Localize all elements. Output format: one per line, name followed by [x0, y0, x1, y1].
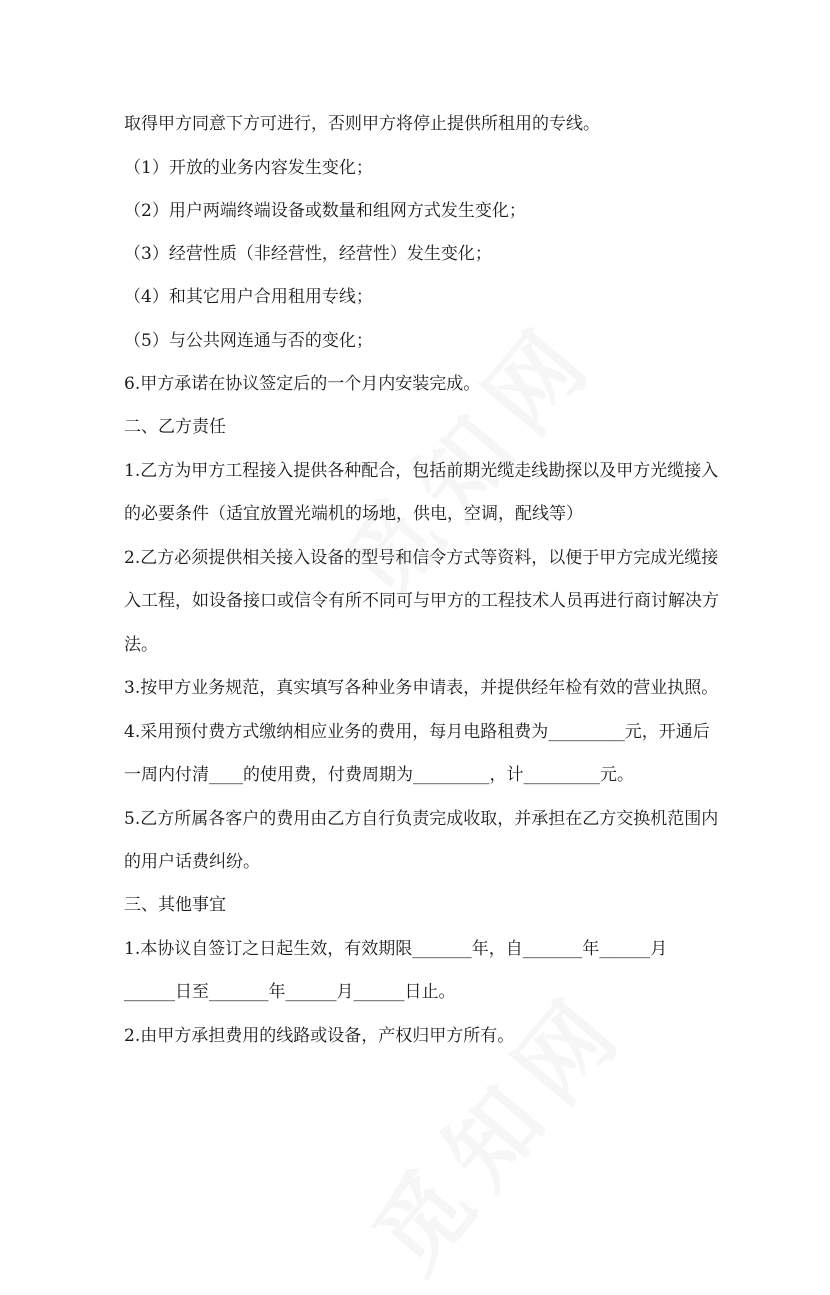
- text-line: 5.乙方所属各客户的费用由乙方自行负责完成收取，并承担在乙方交换机范围内: [124, 809, 719, 829]
- section-heading: 二、乙方责任: [124, 417, 226, 437]
- list-item: （3）经营性质（非经营性，经营性）发生变化；: [124, 244, 492, 264]
- section-heading: 三、其他事宜: [124, 895, 226, 915]
- list-item: （2）用户两端终端设备或数量和组网方式发生变化；: [124, 201, 526, 221]
- text-line: ______日至_______年______月______日止。: [124, 982, 456, 1002]
- list-item: （1）开放的业务内容发生变化；: [124, 158, 373, 178]
- text-line: 入工程，如设备接口或信令有所不同可与甲方的工程技术人员再进行商讨解决方: [124, 591, 719, 611]
- text-line: 的必要条件（适宜放置光端机的场地，供电，空调，配线等）: [124, 504, 583, 524]
- text-line: 2.乙方必须提供相关接入设备的型号和信令方式等资料，以便于甲方完成光缆接: [124, 548, 719, 568]
- text-line: 的用户话费纠纷。: [124, 852, 260, 872]
- list-item: （5）与公共网连通与否的变化；: [124, 331, 373, 351]
- text-line: 法。: [124, 635, 158, 655]
- text-line: 1.乙方为甲方工程接入提供各种配合，包括前期光缆走线勘探以及甲方光缆接入: [124, 461, 719, 481]
- list-item: （4）和其它用户合用租用专线；: [124, 287, 373, 307]
- text-line: 4.采用预付费方式缴纳相应业务的费用，每月电路租费为_________元，开通后: [124, 722, 710, 742]
- text-line: 6.甲方承诺在协议签定后的一个月内安装完成。: [124, 374, 481, 394]
- text-line: 3.按甲方业务规范，真实填写各种业务申请表，并提供经年检有效的营业执照。: [124, 678, 719, 698]
- text-line: 取得甲方同意下方可进行，否则甲方将停止提供所租用的专线。: [124, 114, 600, 134]
- text-line: 一周内付清____的使用费，付费周期为_________，计_________元。: [124, 765, 634, 785]
- watermark: [338, 957, 651, 1295]
- text-line: 2.由甲方承担费用的线路或设备，产权归甲方所有。: [124, 1026, 515, 1046]
- text-line: 1.本协议自签订之日起生效，有效期限_______年，自_______年______月: [124, 939, 668, 959]
